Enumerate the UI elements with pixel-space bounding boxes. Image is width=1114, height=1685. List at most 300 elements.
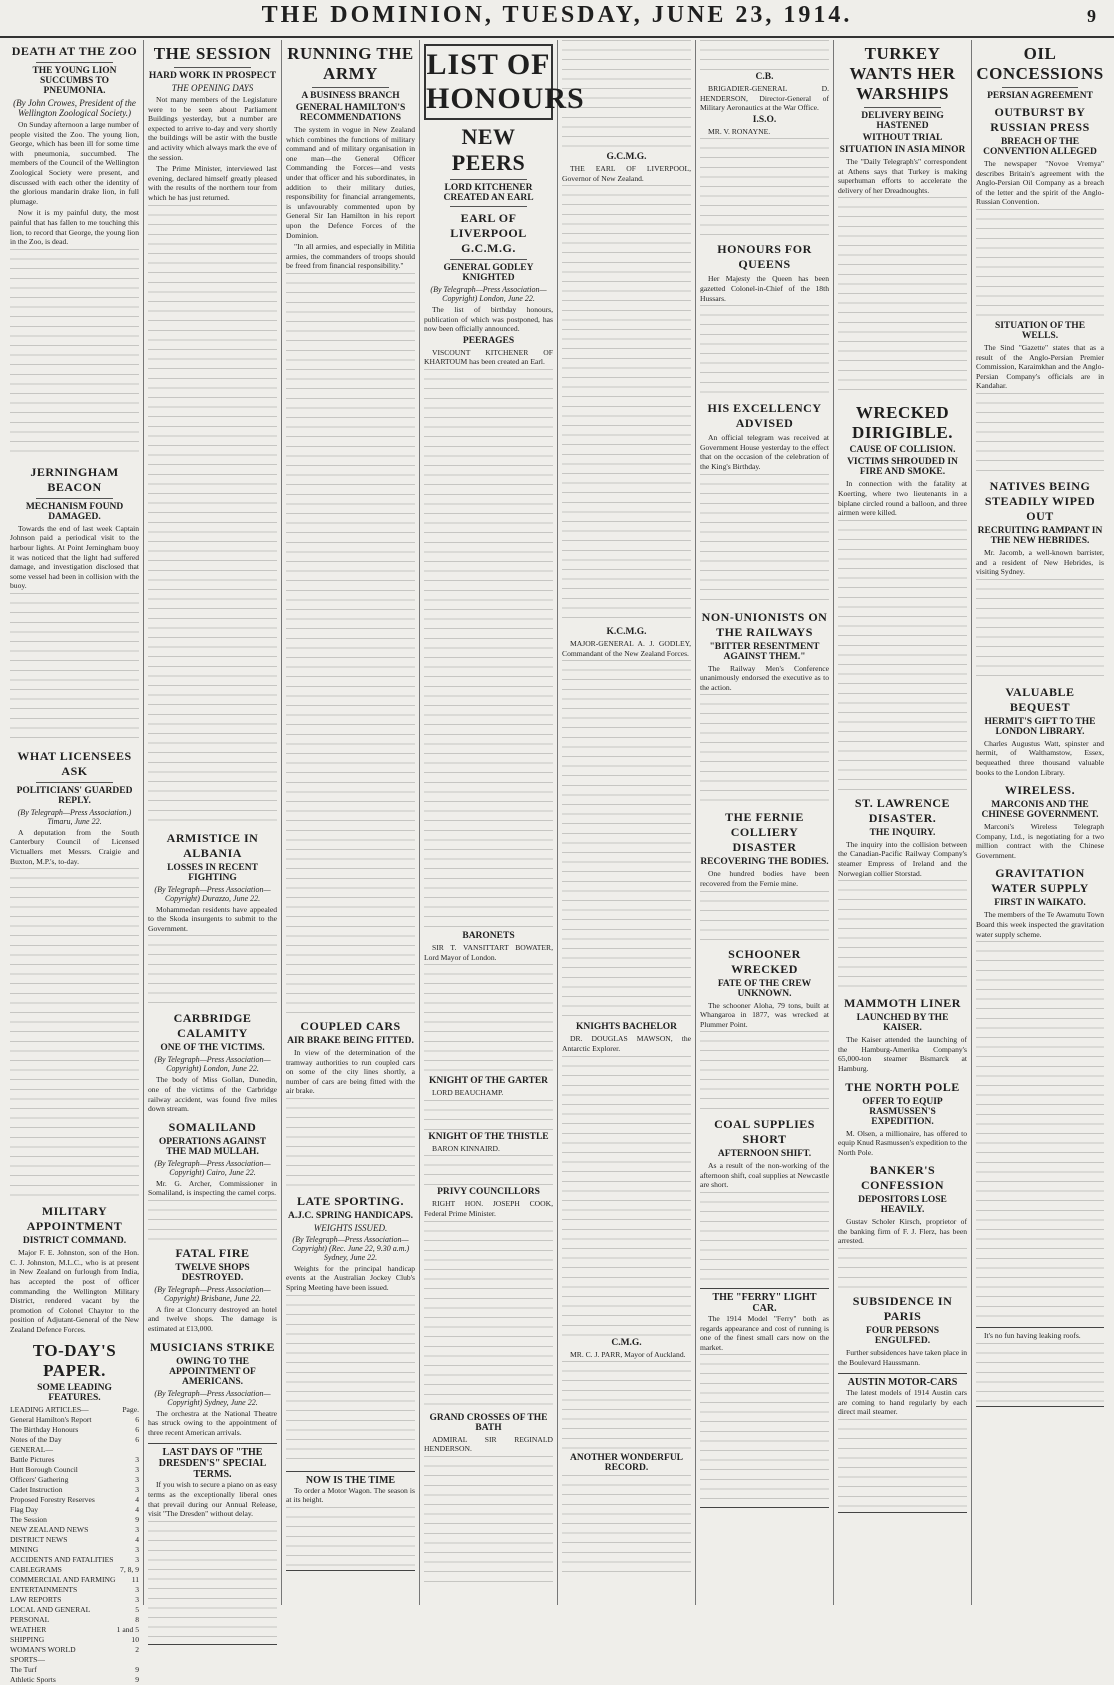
paragraph: The schooner Aloha, 79 tons, built at Whangaroa in 1877, was wrecked at Plummer Point.	[700, 1000, 829, 1029]
subheadline: AFTERNOON SHIFT.	[717, 1149, 812, 1160]
column-8	[972, 40, 1108, 1605]
contents-row	[10, 1445, 139, 1455]
contents-label: SHIPPING	[10, 1634, 45, 1644]
section-heading: G.C.M.G.	[606, 152, 647, 162]
contents-row	[10, 1455, 139, 1465]
contents-label: LAW REPORTS	[10, 1594, 62, 1604]
section-heading: GRAND CROSSES OF THE BATH	[429, 1412, 548, 1433]
text-lines	[148, 205, 277, 825]
subheadline: A BUSINESS BRANCH	[301, 91, 400, 101]
text-lines	[424, 964, 553, 1074]
paragraph: VISCOUNT KITCHENER OF KHARTOUM has been created an Earl.	[424, 347, 553, 367]
column-2	[144, 40, 282, 1605]
article-coupled-cars	[286, 1019, 415, 1188]
text-lines	[838, 1248, 967, 1288]
paragraph: The Prime Minister, interviewed last evening, declared himself greatly pleased with the results of the northern tour from which he has just returned.	[148, 164, 277, 202]
article-fatal-fire	[148, 1246, 277, 1334]
subheadline: HARD WORK IN PROSPECT	[148, 71, 277, 81]
contents-row	[10, 1575, 139, 1585]
paragraph: Further subsidences have taken place in the Boulevard Haussmann.	[838, 1348, 967, 1367]
subheadline: PERSIAN AGREEMENT	[987, 91, 1093, 101]
text-lines	[838, 1419, 967, 1509]
paragraph: Gustav Scholer Kirsch, proprietor of the banking firm of F. J. Flerz, has been arrested.	[838, 1217, 967, 1246]
subheadline: OFFER TO EQUIP RASMUSSEN'S EXPEDITION.	[862, 1096, 943, 1127]
article-jerningham-beacon	[10, 465, 139, 743]
headline: WRECKED DIRIGIBLE.	[852, 403, 953, 443]
paragraph: The members of the Te Awamutu Town Board this week inspected the gravitation water supply scheme.	[976, 910, 1104, 939]
headline: BANKER'S CONFESSION	[860, 1163, 945, 1193]
article-wireless	[976, 783, 1104, 860]
text-lines	[562, 185, 691, 625]
article-bankers-confession	[838, 1163, 967, 1288]
text-lines	[700, 694, 829, 804]
subheadline: LORD KITCHENER CREATED AN EARL	[443, 183, 534, 203]
text-lines	[976, 209, 1104, 319]
section-heading: BARONETS	[462, 930, 515, 941]
contents-row	[10, 1415, 139, 1425]
article-oil-concessions	[976, 44, 1104, 473]
subheadline: THE YOUNG LION SUCCUMBS TO PNEUMONIA.	[32, 66, 117, 96]
subheadline: DELIVERY BEING HASTENED	[861, 111, 944, 131]
contents-row	[10, 1485, 139, 1495]
ad-text: The latest models of 1914 Austin cars are coming to hand regularly by each direct mail steamer.	[838, 1388, 967, 1417]
paragraph: M. Olsen, a millionaire, has offered to equip Knud Rasmussen's expedition to the North Pole.	[838, 1128, 967, 1157]
ad-title: NOW IS THE TIME	[305, 1474, 396, 1486]
text-lines	[562, 1475, 691, 1575]
divider	[36, 498, 113, 499]
headline: TO-DAY'S PAPER.	[32, 1340, 117, 1380]
contents-row	[10, 1545, 139, 1555]
byline: (By John Crowes, President of the Wellington Zoological Society.)	[13, 98, 136, 118]
divider	[864, 107, 941, 108]
contents-label: LOCAL AND GENERAL	[10, 1604, 91, 1614]
headline: THE FERNIE COLLIERY DISASTER	[725, 810, 804, 855]
text-lines	[424, 369, 553, 929]
headline: ARMISTICE IN ALBANIA	[166, 830, 259, 860]
ad-text: It's no fun having leaking roofs.	[984, 1331, 1081, 1341]
subheadline: AIR BRAKE BEING FITTED.	[287, 1035, 414, 1046]
contents-row	[10, 1425, 139, 1435]
paragraph: The body of Miss Gollan, Dunedin, one of the victims of the Carbridge railway accident, was found five miles down stream.	[148, 1075, 277, 1114]
paragraph: A deputation from the South Canterbury Council of Licensed Victuallers met Messrs. Craigie and Buxton, M.P.'s, to-day.	[10, 827, 139, 866]
text-lines	[976, 579, 1104, 679]
contents-row	[10, 1675, 139, 1685]
contents-page: 6	[135, 1424, 139, 1434]
ad-title: AUSTIN MOTOR-CARS	[847, 1377, 958, 1389]
text-lines	[700, 1031, 829, 1111]
section-heading: KNIGHT OF THE THISTLE	[428, 1131, 549, 1142]
dateline: (By Telegraph—Press Association—Copyright) Sydney, June 22.	[154, 1388, 271, 1407]
article-musicians-strike	[148, 1340, 277, 1438]
dateline: (By Telegraph—Press Association—Copyright) London, June 22.	[154, 1055, 271, 1074]
contents-page: 3	[135, 1554, 139, 1564]
contents-page: 4	[135, 1504, 139, 1514]
paragraph: Marconi's Wireless Telegraph Company, Ltd., is negotiating for a two million contract with the Chinese Government.	[976, 822, 1104, 860]
headline: SUBSIDENCE IN PARIS	[852, 1294, 953, 1324]
contents-row	[10, 1645, 139, 1655]
subheadline: RECRUITING RAMPANT IN THE NEW HEBRIDES.	[977, 525, 1103, 546]
contents-row	[10, 1625, 139, 1635]
article-honours-for-queens	[700, 242, 829, 395]
paragraph: RIGHT HON. JOSEPH COOK, Federal Prime Minister.	[424, 1199, 553, 1218]
text-lines	[286, 1295, 415, 1465]
text-lines	[976, 1343, 1104, 1403]
dateline: (By Telegraph—Press Association—Copyright) Cairo, June 22.	[154, 1158, 271, 1177]
text-lines	[700, 891, 829, 941]
contents-label: DISTRICT NEWS	[10, 1534, 68, 1544]
text-lines	[424, 1456, 553, 1586]
text-lines	[148, 1521, 277, 1641]
article-coal-supplies	[700, 1117, 829, 1282]
contents-row	[10, 1555, 139, 1565]
contents-label: Notes of the Day	[10, 1434, 62, 1444]
headline: CARBRIDGE CALAMITY	[173, 1011, 252, 1041]
text-lines	[562, 40, 691, 150]
subheadline: DISTRICT COMMAND.	[22, 1236, 127, 1247]
contents-page: 3	[135, 1464, 139, 1474]
contents-row	[10, 1585, 139, 1595]
paragraph: In connection with the fatality at Koerting, where two lieutenants in a biplane circled round a balloon, and three airmen were killed.	[838, 479, 967, 518]
paragraph: The inquiry into the collision between the Canadian-Pacific Railway Company's steamer Empress of Ireland and the Norwegian collier Storstad.	[838, 839, 967, 878]
article-natives-wiped-out	[976, 479, 1104, 679]
contents-list	[10, 1405, 139, 1685]
subheadline: DEPOSITORS LOSE HEAVILY.	[858, 1195, 947, 1216]
subheadline: THE INQUIRY.	[869, 827, 936, 838]
subheadline: HERMIT'S GIFT TO THE LONDON LIBRARY.	[984, 716, 1096, 737]
article-military-appointment	[10, 1204, 139, 1334]
article-subsidence-paris	[838, 1294, 967, 1367]
divider	[450, 179, 527, 180]
subheadline: MARCONIS AND THE CHINESE GOVERNMENT.	[981, 800, 1099, 821]
contents-page: 10	[131, 1634, 139, 1644]
subheadline: OPERATIONS AGAINST THE MAD MULLAH.	[158, 1136, 267, 1157]
paragraph: BRIGADIER-GENERAL D. HENDERSON, Director-General of Military Aeronautics at the War Office.	[700, 84, 829, 113]
subheadline: RECOVERING THE BODIES.	[700, 857, 829, 868]
text-lines	[286, 273, 415, 1013]
article-north-pole	[838, 1080, 967, 1158]
article-armistice-albania	[148, 831, 277, 1006]
article-what-licensees-ask	[10, 749, 139, 1198]
headline: HIS EXCELLENCY ADVISED	[707, 401, 822, 431]
text-lines	[148, 935, 277, 1005]
paragraph: Towards the end of last week Captain Johnson paid a periodical visit to the harbour lights. At Point Jerningham buoy it was noticed that the light had suffered damage, and investigation disclosed that some vessel had been in collision with the buoy.	[10, 523, 139, 591]
article-non-unionists	[700, 610, 829, 805]
paragraph: On Sunday afternoon a large number of people visited the Zoo. The young lion, George, which has been ill for some time with pneumonia, succumbed. The members of the Council of the Wellington Zoological Society were present, and discussed with each other the identity of the glorious mandarin drake lion, in full plumage.	[10, 120, 139, 206]
dateline: (By Telegraph—Press Association—Copyright) Brisbane, June 22.	[154, 1284, 271, 1303]
paragraph: One hundred bodies have been recovered from the Fernie mine.	[700, 869, 829, 888]
article-the-session	[148, 44, 277, 825]
subheadline: A.J.C. SPRING HANDICAPS.	[287, 1210, 414, 1221]
text-lines	[700, 40, 829, 70]
text-lines	[700, 474, 829, 604]
paragraph: The "Daily Telegraph's" correspondent at Athens says that Turkey is making superhuman efforts to accelerate the delivery of her Dreadnoughts.	[838, 157, 967, 195]
contents-page: 1 and 5	[116, 1624, 139, 1634]
dateline: (By Telegraph—Press Association.) Timaru, June 22.	[17, 807, 132, 826]
contents-page: 3	[135, 1584, 139, 1594]
article-carbridge-calamity	[148, 1011, 277, 1113]
contents-label: Battle Pictures	[10, 1454, 55, 1464]
subheadline: WEIGHTS ISSUED.	[313, 1222, 388, 1233]
headline: WIRELESS.	[1004, 783, 1076, 798]
text-lines	[424, 1221, 553, 1411]
contents-label: LEADING ARTICLES—	[10, 1404, 89, 1414]
paragraph: The newspaper "Novoe Vremya" describes Britain's agreement with the Anglo-Persian Oil Company as a breach of the letter and the spirit of the Anglo-Russian Convention.	[976, 159, 1104, 207]
contents-label: WOMAN'S WORLD	[10, 1644, 76, 1654]
paragraph: ADMIRAL SIR REGINALD HENDERSON.	[424, 1434, 553, 1454]
subheadline: TWELVE SHOPS DESTROYED.	[175, 1262, 250, 1283]
section-heading: KNIGHTS BACHELOR	[575, 1022, 678, 1033]
contents-row	[10, 1595, 139, 1605]
advertisement-dresden	[148, 1443, 277, 1644]
contents-row	[10, 1525, 139, 1535]
headline: OIL CONCESSIONS	[976, 44, 1104, 83]
headline: MAMMOTH LINER	[844, 996, 961, 1011]
columns	[6, 40, 1108, 1684]
contents-label: MINING	[10, 1544, 39, 1554]
page-number: 9	[1087, 6, 1096, 26]
column-4	[420, 40, 585, 1605]
masthead	[0, 0, 1114, 38]
contents-page: Page.	[122, 1404, 139, 1414]
contents-row	[10, 1405, 139, 1415]
contents-page: 3	[135, 1474, 139, 1484]
section-heading: PRIVY COUNCILLORS	[437, 1187, 540, 1198]
text-lines	[562, 1056, 691, 1336]
subheadline: GENERAL HAMILTON'S RECOMMENDATIONS	[295, 103, 406, 123]
contents-page: 9	[135, 1674, 139, 1684]
article-running-the-army	[286, 44, 415, 1013]
paragraph: The Railway Men's Conference unanimously endorsed the executive as to the action.	[700, 663, 829, 692]
contents-label: GENERAL—	[10, 1444, 54, 1454]
headline: COAL SUPPLIES SHORT	[714, 1117, 815, 1147]
ad-text: The 1914 Model "Ferry" both as regards appearance and cost of running is one of the finest small cars now on the market.	[700, 1314, 829, 1352]
article-st-lawrence	[838, 796, 967, 990]
contents-label: PERSONAL	[10, 1614, 50, 1624]
article-todays-paper	[10, 1341, 139, 1685]
text-lines	[838, 880, 967, 990]
headline: MUSICIANS STRIKE	[149, 1339, 276, 1354]
advertisement-roofs	[976, 1327, 1104, 1407]
contents-label: The Session	[10, 1514, 47, 1524]
contents-label: CABLEGRAMS	[10, 1564, 62, 1574]
section-heading: K.C.M.G.	[606, 627, 647, 638]
contents-page: 8	[135, 1614, 139, 1624]
subheadline: THE OPENING DAYS	[171, 83, 254, 93]
subheadline: SITUATION IN ASIA MINOR	[839, 145, 966, 155]
text-lines	[976, 393, 1104, 473]
contents-label: Cadet Instruction	[10, 1484, 63, 1494]
contents-page: 7, 8, 9	[120, 1564, 139, 1574]
contents-page: 3	[135, 1544, 139, 1554]
paragraph: BARON KINNAIRD.	[432, 1143, 500, 1153]
subheadline: SITUATION OF THE WELLS.	[994, 320, 1086, 341]
divider	[1002, 87, 1079, 88]
subheadline: "BITTER RESENTMENT AGAINST THEM."	[709, 641, 820, 662]
headline: FATAL FIRE	[175, 1245, 250, 1260]
subheadline: VICTIMS SHROUDED IN FIRE AND SMOKE.	[847, 457, 958, 478]
contents-page: 4	[135, 1494, 139, 1504]
contents-page: 3	[135, 1594, 139, 1604]
subheadline: FOUR PERSONS ENGULFED.	[865, 1326, 940, 1347]
paragraph: The Sind "Gazette" states that as a result of the Anglo-Persian Premier Commission, Karaimkhan and the Anglo-Persian Company's officials are in Kandahar.	[976, 342, 1104, 391]
contents-row	[10, 1605, 139, 1615]
contents-row	[10, 1535, 139, 1545]
article-schooner-wrecked	[700, 947, 829, 1112]
contents-label: The Birthday Honours	[10, 1424, 79, 1434]
article-fernie-colliery	[700, 810, 829, 940]
headline: GRAVITATION WATER SUPPLY	[991, 866, 1089, 896]
contents-label: Proposed Forestry Reserves	[10, 1494, 95, 1504]
divider	[450, 206, 527, 207]
headline: THE SESSION	[153, 44, 272, 63]
subheadline: NEW PEERS	[451, 124, 526, 175]
subheadline: OWING TO THE APPOINTMENT OF AMERICANS.	[169, 1356, 256, 1387]
ad-text: To order a Motor Wagon. The season is at its height.	[286, 1485, 415, 1505]
contents-row	[10, 1655, 139, 1665]
contents-label: General Hamilton's Report	[10, 1414, 92, 1424]
subheadline: POLITICIANS' GUARDED REPLY.	[16, 785, 133, 806]
article-turkey-warships	[838, 44, 967, 397]
paragraph: In view of the determination of the tramway authorities to run coupled cars on some of the city lines shortly, a number of cars are being fitted with the air brake.	[286, 1047, 415, 1096]
paragraph: Charles Augustus Watt, spinster and hermit, of Walthamstow, Essex, bequeathed three thousand valuable books to the London Library.	[976, 738, 1104, 777]
advertisement-motor-wagon	[286, 1471, 415, 1571]
contents-label: COMMERCIAL AND FARMING	[10, 1574, 116, 1584]
subheadline: FATE OF THE CREW UNKNOWN.	[717, 978, 812, 999]
dateline: (By Telegraph—Press Association—Copyright) London, June 22.	[430, 285, 547, 303]
headline: HONOURS FOR QUEENS	[717, 242, 812, 272]
contents-label: Officers' Gathering	[10, 1474, 69, 1484]
headline: NON-UNIONISTS ON THE RAILWAYS	[701, 609, 828, 639]
contents-label: Flag Day	[10, 1504, 39, 1514]
article-his-excellency-advised	[700, 401, 829, 603]
contents-label: NEW ZEALAND NEWS	[10, 1524, 89, 1534]
paragraph: Now it is my painful duty, the most painful that has fallen to me touching this lion, to record that George, the young lion in the Zoo, is dead.	[10, 208, 139, 247]
paragraph: Mohammedan residents have appealed to the Skoda insurgents to submit to the Government.	[148, 904, 277, 933]
text-lines	[700, 1354, 829, 1504]
contents-label: Athletic Sports	[10, 1674, 56, 1684]
subheadline: CAUSE OF COLLISION.	[849, 445, 956, 456]
headline: LIST OF HONOURS	[424, 44, 553, 120]
contents-row	[10, 1565, 139, 1575]
headline: JERNINGHAM BEACON	[30, 464, 119, 494]
paragraph: Weights for the principal handicap events at the Australian Jockey Club's Spring Meeting have been issued.	[286, 1263, 415, 1293]
contents-label: ACCIDENTS AND FATALITIES	[10, 1554, 114, 1564]
contents-row	[10, 1465, 139, 1475]
divider	[174, 67, 251, 68]
subheadline: SOME LEADING FEATURES.	[37, 1382, 112, 1403]
column-6	[696, 40, 834, 1605]
contents-page: 6	[135, 1434, 139, 1444]
text-lines	[10, 593, 139, 743]
text-lines	[10, 249, 139, 459]
paragraph: An official telegram was received at Government House yesterday to the effect that on the occasion of the celebration of the King's Birthday.	[700, 433, 829, 471]
subheadline: GENERAL GODLEY KNIGHTED	[443, 263, 534, 283]
paragraph: The system in vogue in New Zealand which combines the functions of military command and of military organisation in one man—the General Officer Commanding the Forces—and vests under that officer and his subordinates, in addition to their military duties, responsibility for financial arrangements, is unfavourably commented upon by General Sir Ian Hamilton in his report upon the Defence Forces of the Dominion.	[286, 125, 415, 240]
divider	[36, 62, 113, 63]
headline: COUPLED CARS	[300, 1018, 401, 1033]
subheadline: FIRST IN WAIKATO.	[994, 898, 1086, 909]
text-lines	[286, 1098, 415, 1188]
text-lines	[700, 1192, 829, 1282]
paragraph: THE EARL OF LIVERPOOL, Governor of New Zealand.	[562, 164, 691, 183]
subheadline: MECHANISM FOUND DAMAGED.	[25, 501, 124, 522]
divider	[312, 87, 389, 88]
divider	[36, 782, 113, 783]
newspaper-title: THE DOMINION, TUESDAY, JUNE 23, 1914.	[261, 2, 853, 28]
section-heading: C.M.G.	[611, 1337, 642, 1348]
section-heading: I.S.O.	[752, 114, 777, 125]
article-death-at-zoo	[10, 44, 139, 459]
headline: WHAT LICENSEES ASK	[17, 748, 132, 778]
contents-page: 2	[135, 1644, 139, 1654]
text-lines	[10, 868, 139, 1198]
text-lines	[838, 197, 967, 397]
article-gravitation-water	[976, 866, 1104, 1321]
contents-row	[10, 1515, 139, 1525]
text-lines	[562, 660, 691, 1020]
article-somaliland	[148, 1120, 277, 1240]
text-lines	[838, 520, 967, 790]
text-lines	[148, 1200, 277, 1240]
divider	[450, 259, 527, 260]
text-lines	[562, 1361, 691, 1451]
advertisement-austin	[838, 1373, 967, 1513]
subheadline: ONE OF THE VICTIMS.	[160, 1043, 265, 1054]
advertisement-ferry-car	[700, 1288, 829, 1508]
headline: RUNNING THE ARMY	[287, 44, 414, 83]
contents-page: 11	[131, 1574, 139, 1584]
headline: VALUABLE BEQUEST	[1005, 684, 1075, 714]
text-lines	[976, 941, 1104, 1321]
paragraph: Major F. E. Johnston, son of the Hon. C. J. Johnston, M.L.C., who is at present in New Zealand on furlough from India, has accepted the post of officer commanding the Wellington Military District, rendered vacant by the promotion of Colonel Chaytor to the position of Adjutant-General of the New Zealand Defence Forces.	[10, 1248, 139, 1334]
contents-label: Hutt Borough Council	[10, 1464, 78, 1474]
paragraph: As a result of the non-working of the afternoon shift, coal supplies at Newcastle are short.	[700, 1161, 829, 1190]
dateline: (By Telegraph—Press Association—Copyright) (Rec. June 22, 9.30 a.m.) Sydney, June 22.	[291, 1234, 410, 1262]
text-lines	[424, 1100, 553, 1130]
headline: TURKEY WANTS HER WARSHIPS	[849, 44, 956, 103]
paragraph: Her Majesty the Queen has been gazetted Colonel-in-Chief of the 18th Hussars.	[700, 274, 829, 303]
contents-page: 4	[135, 1534, 139, 1544]
text-lines	[700, 138, 829, 238]
column-5	[558, 40, 696, 1605]
contents-label: The Turf	[10, 1664, 37, 1674]
contents-page: 9	[135, 1664, 139, 1674]
subheadline: EARL OF LIVERPOOL G.C.M.G.	[450, 211, 527, 255]
subheadline: LOSSES IN RECENT FIGHTING	[167, 862, 258, 883]
paragraph: Not many members of the Legislature were to be seen about Parliament Buildings yesterday, but a number are expected to arrive to-day and very shortly the buildings will be astir with the bustle and activity which always mark the eve of the session.	[148, 95, 277, 162]
column-3	[282, 40, 420, 1605]
article-valuable-bequest	[976, 685, 1104, 777]
headline: SOMALILAND	[168, 1119, 257, 1134]
paragraph: The Kaiser attended the launching of the Hamburg-Amerika Company's 65,000-ton steamer Bismarck at Hamburg.	[838, 1035, 967, 1073]
section-heading: ANOTHER WONDERFUL RECORD.	[569, 1453, 684, 1474]
contents-row	[10, 1505, 139, 1515]
contents-row	[10, 1665, 139, 1675]
column-1	[6, 40, 144, 1684]
text-lines	[700, 305, 829, 395]
headline: LATE SPORTING.	[296, 1193, 405, 1208]
dateline: (By Telegraph—Press Association—Copyright) Durazzo, June 22.	[154, 884, 271, 903]
contents-label: ENTERTAINMENTS	[10, 1584, 78, 1594]
ad-text: If you wish to secure a piano on as easy terms as the exceptionally liberal ones that prevail during our Annual Release, visit "The Dresden" without delay.	[148, 1480, 277, 1519]
contents-row	[10, 1475, 139, 1485]
subheadline: WITHOUT TRIAL	[862, 133, 943, 143]
subheadline: OUTBURST BY RUSSIAN PRESS	[990, 105, 1090, 134]
article-late-sporting	[286, 1194, 415, 1465]
paragraph: LORD BEAUCHAMP.	[432, 1088, 504, 1098]
paragraph: DR. DOUGLAS MAWSON, the Antarctic Explorer.	[562, 1034, 691, 1053]
paragraph: Mr. G. Archer, Commissioner in Somaliland, is inspecting the camel corps.	[148, 1178, 277, 1198]
